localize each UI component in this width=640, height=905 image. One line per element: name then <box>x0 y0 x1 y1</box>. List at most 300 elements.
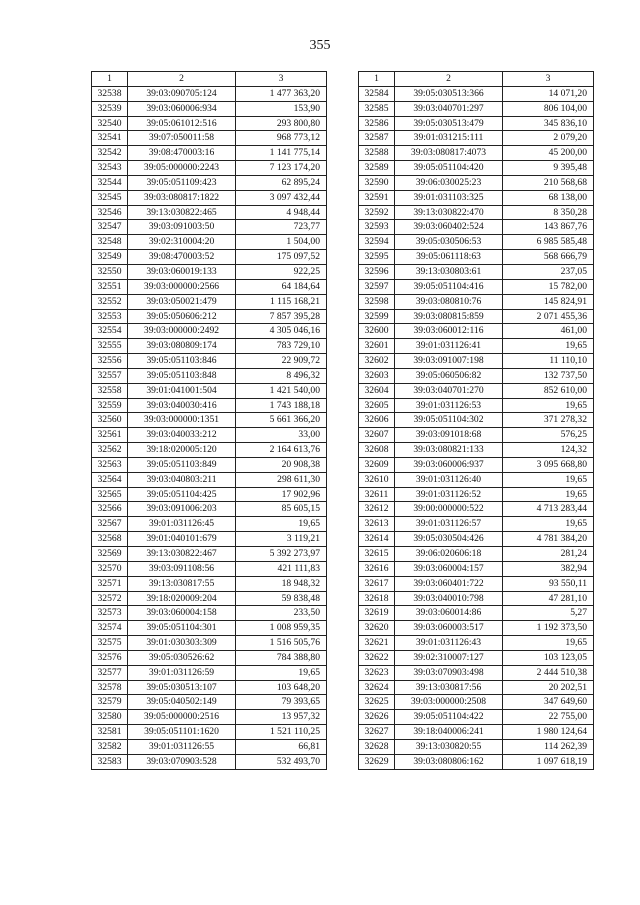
value-cell: 22 755,00 <box>503 710 594 725</box>
value-cell: 19,65 <box>503 339 594 354</box>
cadastral-number-cell: 39:03:040030:416 <box>128 398 236 413</box>
table-right-body <box>359 86 594 769</box>
value-cell: 532 493,70 <box>236 754 327 769</box>
value-cell: 3 095 668,80 <box>503 457 594 472</box>
value-cell: 103 648,20 <box>236 680 327 695</box>
cadastral-number-cell: 39:03:060014:86 <box>395 606 503 621</box>
cadastral-number-cell: 39:03:040033:212 <box>128 428 236 443</box>
row-number-cell: 32593 <box>359 220 395 235</box>
cadastral-number-cell: 39:03:060012:116 <box>395 324 503 339</box>
row-number-cell: 32595 <box>359 250 395 265</box>
row-number-cell: 32622 <box>359 650 395 665</box>
cadastral-number-cell: 39:18:020009:204 <box>128 591 236 606</box>
table-row <box>359 339 594 354</box>
table-right <box>358 71 594 770</box>
value-cell: 8 496,32 <box>236 368 327 383</box>
table-row <box>92 739 327 754</box>
value-cell: 175 097,52 <box>236 250 327 265</box>
value-cell: 3 119,21 <box>236 532 327 547</box>
cadastral-number-cell: 39:03:060019:133 <box>128 264 236 279</box>
cadastral-number-cell: 39:01:031126:43 <box>395 636 503 651</box>
row-number-cell: 32541 <box>92 131 128 146</box>
table-row <box>92 220 327 235</box>
value-cell: 59 838,48 <box>236 591 327 606</box>
row-number-cell: 32543 <box>92 161 128 176</box>
value-cell: 22 909,72 <box>236 354 327 369</box>
cadastral-number-cell: 39:05:000000:2243 <box>128 161 236 176</box>
value-cell: 4 781 384,20 <box>503 532 594 547</box>
cadastral-number-cell: 39:05:061012:516 <box>128 116 236 131</box>
cadastral-number-cell: 39:05:051104:425 <box>128 487 236 502</box>
row-number-cell: 32554 <box>92 324 128 339</box>
table-row <box>92 250 327 265</box>
table-row <box>92 190 327 205</box>
cadastral-number-cell: 39:03:000000:2508 <box>395 695 503 710</box>
table-row <box>92 428 327 443</box>
row-number-cell: 32579 <box>92 695 128 710</box>
cadastral-number-cell: 39:05:061118:63 <box>395 250 503 265</box>
table-row <box>359 175 594 190</box>
value-cell: 9 395,48 <box>503 161 594 176</box>
value-cell: 5 661 366,20 <box>236 413 327 428</box>
table-row <box>92 680 327 695</box>
table-row <box>92 205 327 220</box>
table-header-row <box>92 72 327 87</box>
cadastral-number-cell: 39:13:030822:465 <box>128 205 236 220</box>
row-number-cell: 32616 <box>359 561 395 576</box>
cadastral-number-cell: 39:03:080815:859 <box>395 309 503 324</box>
table-row <box>359 591 594 606</box>
row-number-cell: 32563 <box>92 457 128 472</box>
table-row <box>359 532 594 547</box>
cadastral-number-cell: 39:08:470003:52 <box>128 250 236 265</box>
table-row <box>92 294 327 309</box>
cadastral-number-cell: 39:05:051103:849 <box>128 457 236 472</box>
table-row <box>359 680 594 695</box>
table-row <box>359 443 594 458</box>
table-row <box>92 339 327 354</box>
row-number-cell: 32548 <box>92 235 128 250</box>
table-row <box>92 131 327 146</box>
cadastral-number-cell: 39:05:051103:846 <box>128 354 236 369</box>
page-number: 355 <box>309 38 331 53</box>
cadastral-number-cell: 39:01:031126:57 <box>395 517 503 532</box>
cadastral-number-cell: 39:05:030506:53 <box>395 235 503 250</box>
table-row <box>92 487 327 502</box>
cadastral-number-cell: 39:03:060003:517 <box>395 621 503 636</box>
row-number-cell: 32580 <box>92 710 128 725</box>
value-cell: 5 392 273,97 <box>236 547 327 562</box>
value-cell: 93 550,11 <box>503 576 594 591</box>
table-row <box>359 279 594 294</box>
cadastral-number-cell: 39:03:040010:798 <box>395 591 503 606</box>
row-number-cell: 32589 <box>359 161 395 176</box>
value-cell: 4 948,44 <box>236 205 327 220</box>
cadastral-number-cell: 39:03:060004:158 <box>128 606 236 621</box>
table-row <box>359 190 594 205</box>
table-row <box>92 235 327 250</box>
table-row <box>92 354 327 369</box>
row-number-cell: 32610 <box>359 472 395 487</box>
table-row <box>92 725 327 740</box>
table-row <box>359 428 594 443</box>
table-row <box>359 294 594 309</box>
row-number-cell: 32594 <box>359 235 395 250</box>
cadastral-number-cell: 39:03:040803:211 <box>128 472 236 487</box>
cadastral-number-cell: 39:01:031126:53 <box>395 398 503 413</box>
table-row <box>359 220 594 235</box>
table-row <box>92 398 327 413</box>
row-number-cell: 32547 <box>92 220 128 235</box>
row-number-cell: 32591 <box>359 190 395 205</box>
row-number-cell: 32614 <box>359 532 395 547</box>
row-number-cell: 32569 <box>92 547 128 562</box>
cadastral-number-cell: 39:03:080817:1822 <box>128 190 236 205</box>
value-cell: 1 421 540,00 <box>236 383 327 398</box>
table-row <box>92 576 327 591</box>
table-row <box>92 621 327 636</box>
row-number-cell: 32570 <box>92 561 128 576</box>
row-number-cell: 32562 <box>92 443 128 458</box>
table-row <box>92 591 327 606</box>
cadastral-number-cell: 39:01:031103:325 <box>395 190 503 205</box>
cadastral-number-cell: 39:05:051104:302 <box>395 413 503 428</box>
table-row <box>359 116 594 131</box>
row-number-cell: 32600 <box>359 324 395 339</box>
cadastral-number-cell: 39:05:051104:422 <box>395 710 503 725</box>
table-row <box>92 606 327 621</box>
table-row <box>359 621 594 636</box>
table-row <box>92 175 327 190</box>
cadastral-number-cell: 39:06:030025:23 <box>395 175 503 190</box>
table-row <box>359 457 594 472</box>
cadastral-number-cell: 39:13:030820:55 <box>395 739 503 754</box>
row-number-cell: 32545 <box>92 190 128 205</box>
row-number-cell: 32617 <box>359 576 395 591</box>
cadastral-number-cell: 39:01:031126:59 <box>128 665 236 680</box>
table-row <box>92 264 327 279</box>
table-row <box>92 279 327 294</box>
table-row <box>359 161 594 176</box>
row-number-cell: 32619 <box>359 606 395 621</box>
table-row <box>92 146 327 161</box>
table-row <box>359 354 594 369</box>
cadastral-number-cell: 39:13:030822:467 <box>128 547 236 562</box>
value-cell: 2 444 510,38 <box>503 665 594 680</box>
table-row <box>359 86 594 101</box>
table-row <box>359 606 594 621</box>
cadastral-number-cell: 39:07:050011:58 <box>128 131 236 146</box>
value-cell: 124,32 <box>503 443 594 458</box>
row-number-cell: 32584 <box>359 86 395 101</box>
row-number-cell: 32564 <box>92 472 128 487</box>
cadastral-number-cell: 39:03:080810:76 <box>395 294 503 309</box>
value-cell: 103 123,05 <box>503 650 594 665</box>
table-row <box>359 131 594 146</box>
row-number-cell: 32596 <box>359 264 395 279</box>
value-cell: 13 957,32 <box>236 710 327 725</box>
cadastral-number-cell: 39:05:050606:212 <box>128 309 236 324</box>
table-row <box>359 235 594 250</box>
row-number-cell: 32558 <box>92 383 128 398</box>
row-number-cell: 32599 <box>359 309 395 324</box>
row-number-cell: 32576 <box>92 650 128 665</box>
cadastral-number-cell: 39:05:030526:62 <box>128 650 236 665</box>
value-cell: 421 111,83 <box>236 561 327 576</box>
value-cell: 145 824,91 <box>503 294 594 309</box>
row-number-cell: 32571 <box>92 576 128 591</box>
table-row <box>359 146 594 161</box>
cadastral-number-cell: 39:05:030504:426 <box>395 532 503 547</box>
column-header-3: 3 <box>503 72 594 87</box>
cadastral-number-cell: 39:05:051109:423 <box>128 175 236 190</box>
table-row <box>359 636 594 651</box>
cadastral-number-cell: 39:01:030303:309 <box>128 636 236 651</box>
table-row <box>92 457 327 472</box>
table-row <box>92 383 327 398</box>
value-cell: 6 985 585,48 <box>503 235 594 250</box>
value-cell: 3 097 432,44 <box>236 190 327 205</box>
value-cell: 371 278,32 <box>503 413 594 428</box>
row-number-cell: 32551 <box>92 279 128 294</box>
row-number-cell: 32606 <box>359 413 395 428</box>
row-number-cell: 32542 <box>92 146 128 161</box>
row-number-cell: 32556 <box>92 354 128 369</box>
table-row <box>92 517 327 532</box>
table-row <box>359 309 594 324</box>
cadastral-number-cell: 39:13:030817:56 <box>395 680 503 695</box>
cadastral-number-cell: 39:03:040701:297 <box>395 101 503 116</box>
cadastral-number-cell: 39:01:041001:504 <box>128 383 236 398</box>
row-number-cell: 32550 <box>92 264 128 279</box>
value-cell: 968 773,12 <box>236 131 327 146</box>
value-cell: 1 097 618,19 <box>503 754 594 769</box>
value-cell: 19,65 <box>236 665 327 680</box>
cadastral-number-cell: 39:03:080817:4073 <box>395 146 503 161</box>
value-cell: 11 110,10 <box>503 354 594 369</box>
table-row <box>359 710 594 725</box>
cadastral-number-cell: 39:05:000000:2516 <box>128 710 236 725</box>
cadastral-number-cell: 39:03:060401:722 <box>395 576 503 591</box>
value-cell: 19,65 <box>503 472 594 487</box>
cadastral-number-cell: 39:05:051104:420 <box>395 161 503 176</box>
table-left-body <box>92 86 327 769</box>
table-header-row <box>359 72 594 87</box>
row-number-cell: 32624 <box>359 680 395 695</box>
row-number-cell: 32582 <box>92 739 128 754</box>
column-header-1: 1 <box>92 72 128 87</box>
value-cell: 62 895,24 <box>236 175 327 190</box>
value-cell: 7 857 395,28 <box>236 309 327 324</box>
row-number-cell: 32623 <box>359 665 395 680</box>
row-number-cell: 32567 <box>92 517 128 532</box>
cadastral-number-cell: 39:01:040101:679 <box>128 532 236 547</box>
row-number-cell: 32540 <box>92 116 128 131</box>
row-number-cell: 32546 <box>92 205 128 220</box>
cadastral-number-cell: 39:03:080821:133 <box>395 443 503 458</box>
value-cell: 15 782,00 <box>503 279 594 294</box>
row-number-cell: 32629 <box>359 754 395 769</box>
row-number-cell: 32572 <box>92 591 128 606</box>
table-row <box>92 472 327 487</box>
cadastral-number-cell: 39:03:060402:524 <box>395 220 503 235</box>
cadastral-number-cell: 39:05:030513:479 <box>395 116 503 131</box>
cadastral-number-cell: 39:05:030513:107 <box>128 680 236 695</box>
row-number-cell: 32628 <box>359 739 395 754</box>
table-row <box>359 650 594 665</box>
cadastral-number-cell: 39:03:060006:934 <box>128 101 236 116</box>
table-row <box>92 547 327 562</box>
table-row <box>92 561 327 576</box>
value-cell: 1 521 110,25 <box>236 725 327 740</box>
row-number-cell: 32549 <box>92 250 128 265</box>
cadastral-number-cell: 39:01:031126:52 <box>395 487 503 502</box>
value-cell: 783 729,10 <box>236 339 327 354</box>
table-row <box>92 650 327 665</box>
table-row <box>359 695 594 710</box>
cadastral-number-cell: 39:03:070903:528 <box>128 754 236 769</box>
cadastral-number-cell: 39:13:030817:55 <box>128 576 236 591</box>
value-cell: 19,65 <box>236 517 327 532</box>
value-cell: 922,25 <box>236 264 327 279</box>
value-cell: 20 202,51 <box>503 680 594 695</box>
value-cell: 7 123 174,20 <box>236 161 327 176</box>
table-row <box>359 547 594 562</box>
table-row <box>92 161 327 176</box>
row-number-cell: 32613 <box>359 517 395 532</box>
cadastral-number-cell: 39:01:031215:111 <box>395 131 503 146</box>
row-number-cell: 32561 <box>92 428 128 443</box>
cadastral-number-cell: 39:03:080806:162 <box>395 754 503 769</box>
value-cell: 143 867,76 <box>503 220 594 235</box>
value-cell: 64 184,64 <box>236 279 327 294</box>
cadastral-number-cell: 39:03:050021:479 <box>128 294 236 309</box>
row-number-cell: 32587 <box>359 131 395 146</box>
row-number-cell: 32583 <box>92 754 128 769</box>
cadastral-number-cell: 39:03:000000:1351 <box>128 413 236 428</box>
value-cell: 5,27 <box>503 606 594 621</box>
table-row <box>92 116 327 131</box>
cadastral-number-cell: 39:01:031126:40 <box>395 472 503 487</box>
value-cell: 1 743 188,18 <box>236 398 327 413</box>
value-cell: 237,05 <box>503 264 594 279</box>
row-number-cell: 32612 <box>359 502 395 517</box>
row-number-cell: 32566 <box>92 502 128 517</box>
cadastral-number-cell: 39:03:091007:198 <box>395 354 503 369</box>
row-number-cell: 32573 <box>92 606 128 621</box>
value-cell: 293 800,80 <box>236 116 327 131</box>
value-cell: 852 610,00 <box>503 383 594 398</box>
row-number-cell: 32553 <box>92 309 128 324</box>
row-number-cell: 32544 <box>92 175 128 190</box>
row-number-cell: 32590 <box>359 175 395 190</box>
value-cell: 66,81 <box>236 739 327 754</box>
value-cell: 576,25 <box>503 428 594 443</box>
value-cell: 114 262,39 <box>503 739 594 754</box>
cadastral-number-cell: 39:05:051104:416 <box>395 279 503 294</box>
table-row <box>92 309 327 324</box>
cadastral-number-cell: 39:02:310007:127 <box>395 650 503 665</box>
cadastral-number-cell: 39:03:040701:270 <box>395 383 503 398</box>
value-cell: 85 605,15 <box>236 502 327 517</box>
row-number-cell: 32585 <box>359 101 395 116</box>
table-row <box>359 413 594 428</box>
column-header-1: 1 <box>359 72 395 87</box>
table-row <box>92 710 327 725</box>
row-number-cell: 32609 <box>359 457 395 472</box>
cadastral-number-cell: 39:03:070903:498 <box>395 665 503 680</box>
table-row <box>359 368 594 383</box>
value-cell: 19,65 <box>503 398 594 413</box>
table-row <box>359 487 594 502</box>
value-cell: 345 836,10 <box>503 116 594 131</box>
table-row <box>359 398 594 413</box>
value-cell: 17 902,96 <box>236 487 327 502</box>
cadastral-number-cell: 39:03:000000:2566 <box>128 279 236 294</box>
row-number-cell: 32575 <box>92 636 128 651</box>
row-number-cell: 32557 <box>92 368 128 383</box>
row-number-cell: 32601 <box>359 339 395 354</box>
row-number-cell: 32618 <box>359 591 395 606</box>
table-row <box>92 101 327 116</box>
table-row <box>92 532 327 547</box>
value-cell: 784 388,80 <box>236 650 327 665</box>
row-number-cell: 32603 <box>359 368 395 383</box>
row-number-cell: 32608 <box>359 443 395 458</box>
cadastral-number-cell: 39:13:030803:61 <box>395 264 503 279</box>
value-cell: 20 908,38 <box>236 457 327 472</box>
table-left <box>91 71 327 770</box>
cadastral-number-cell: 39:18:040006:241 <box>395 725 503 740</box>
table-row <box>92 368 327 383</box>
table-row <box>359 665 594 680</box>
column-header-2: 2 <box>128 72 236 87</box>
value-cell: 806 104,00 <box>503 101 594 116</box>
value-cell: 4 713 283,44 <box>503 502 594 517</box>
table-row <box>359 101 594 116</box>
cadastral-number-cell: 39:01:031126:45 <box>128 517 236 532</box>
value-cell: 18 948,32 <box>236 576 327 591</box>
value-cell: 210 568,68 <box>503 175 594 190</box>
row-number-cell: 32574 <box>92 621 128 636</box>
cadastral-number-cell: 39:05:060506:82 <box>395 368 503 383</box>
cadastral-number-cell: 39:03:091018:68 <box>395 428 503 443</box>
table-row <box>92 665 327 680</box>
cadastral-number-cell: 39:03:090705:124 <box>128 86 236 101</box>
table-row <box>359 250 594 265</box>
row-number-cell: 32560 <box>92 413 128 428</box>
table-row <box>92 502 327 517</box>
cadastral-number-cell: 39:06:020606:18 <box>395 547 503 562</box>
row-number-cell: 32552 <box>92 294 128 309</box>
table-row <box>359 324 594 339</box>
row-number-cell: 32581 <box>92 725 128 740</box>
row-number-cell: 32578 <box>92 680 128 695</box>
value-cell: 1 980 124,64 <box>503 725 594 740</box>
row-number-cell: 32565 <box>92 487 128 502</box>
cadastral-number-cell: 39:05:051101:1620 <box>128 725 236 740</box>
cadastral-number-cell: 39:13:030822:470 <box>395 205 503 220</box>
value-cell: 382,94 <box>503 561 594 576</box>
table-row <box>359 205 594 220</box>
row-number-cell: 32626 <box>359 710 395 725</box>
row-number-cell: 32597 <box>359 279 395 294</box>
row-number-cell: 32588 <box>359 146 395 161</box>
cadastral-number-cell: 39:02:310004:20 <box>128 235 236 250</box>
table-row <box>359 517 594 532</box>
value-cell: 1 516 505,76 <box>236 636 327 651</box>
value-cell: 1 477 363,20 <box>236 86 327 101</box>
